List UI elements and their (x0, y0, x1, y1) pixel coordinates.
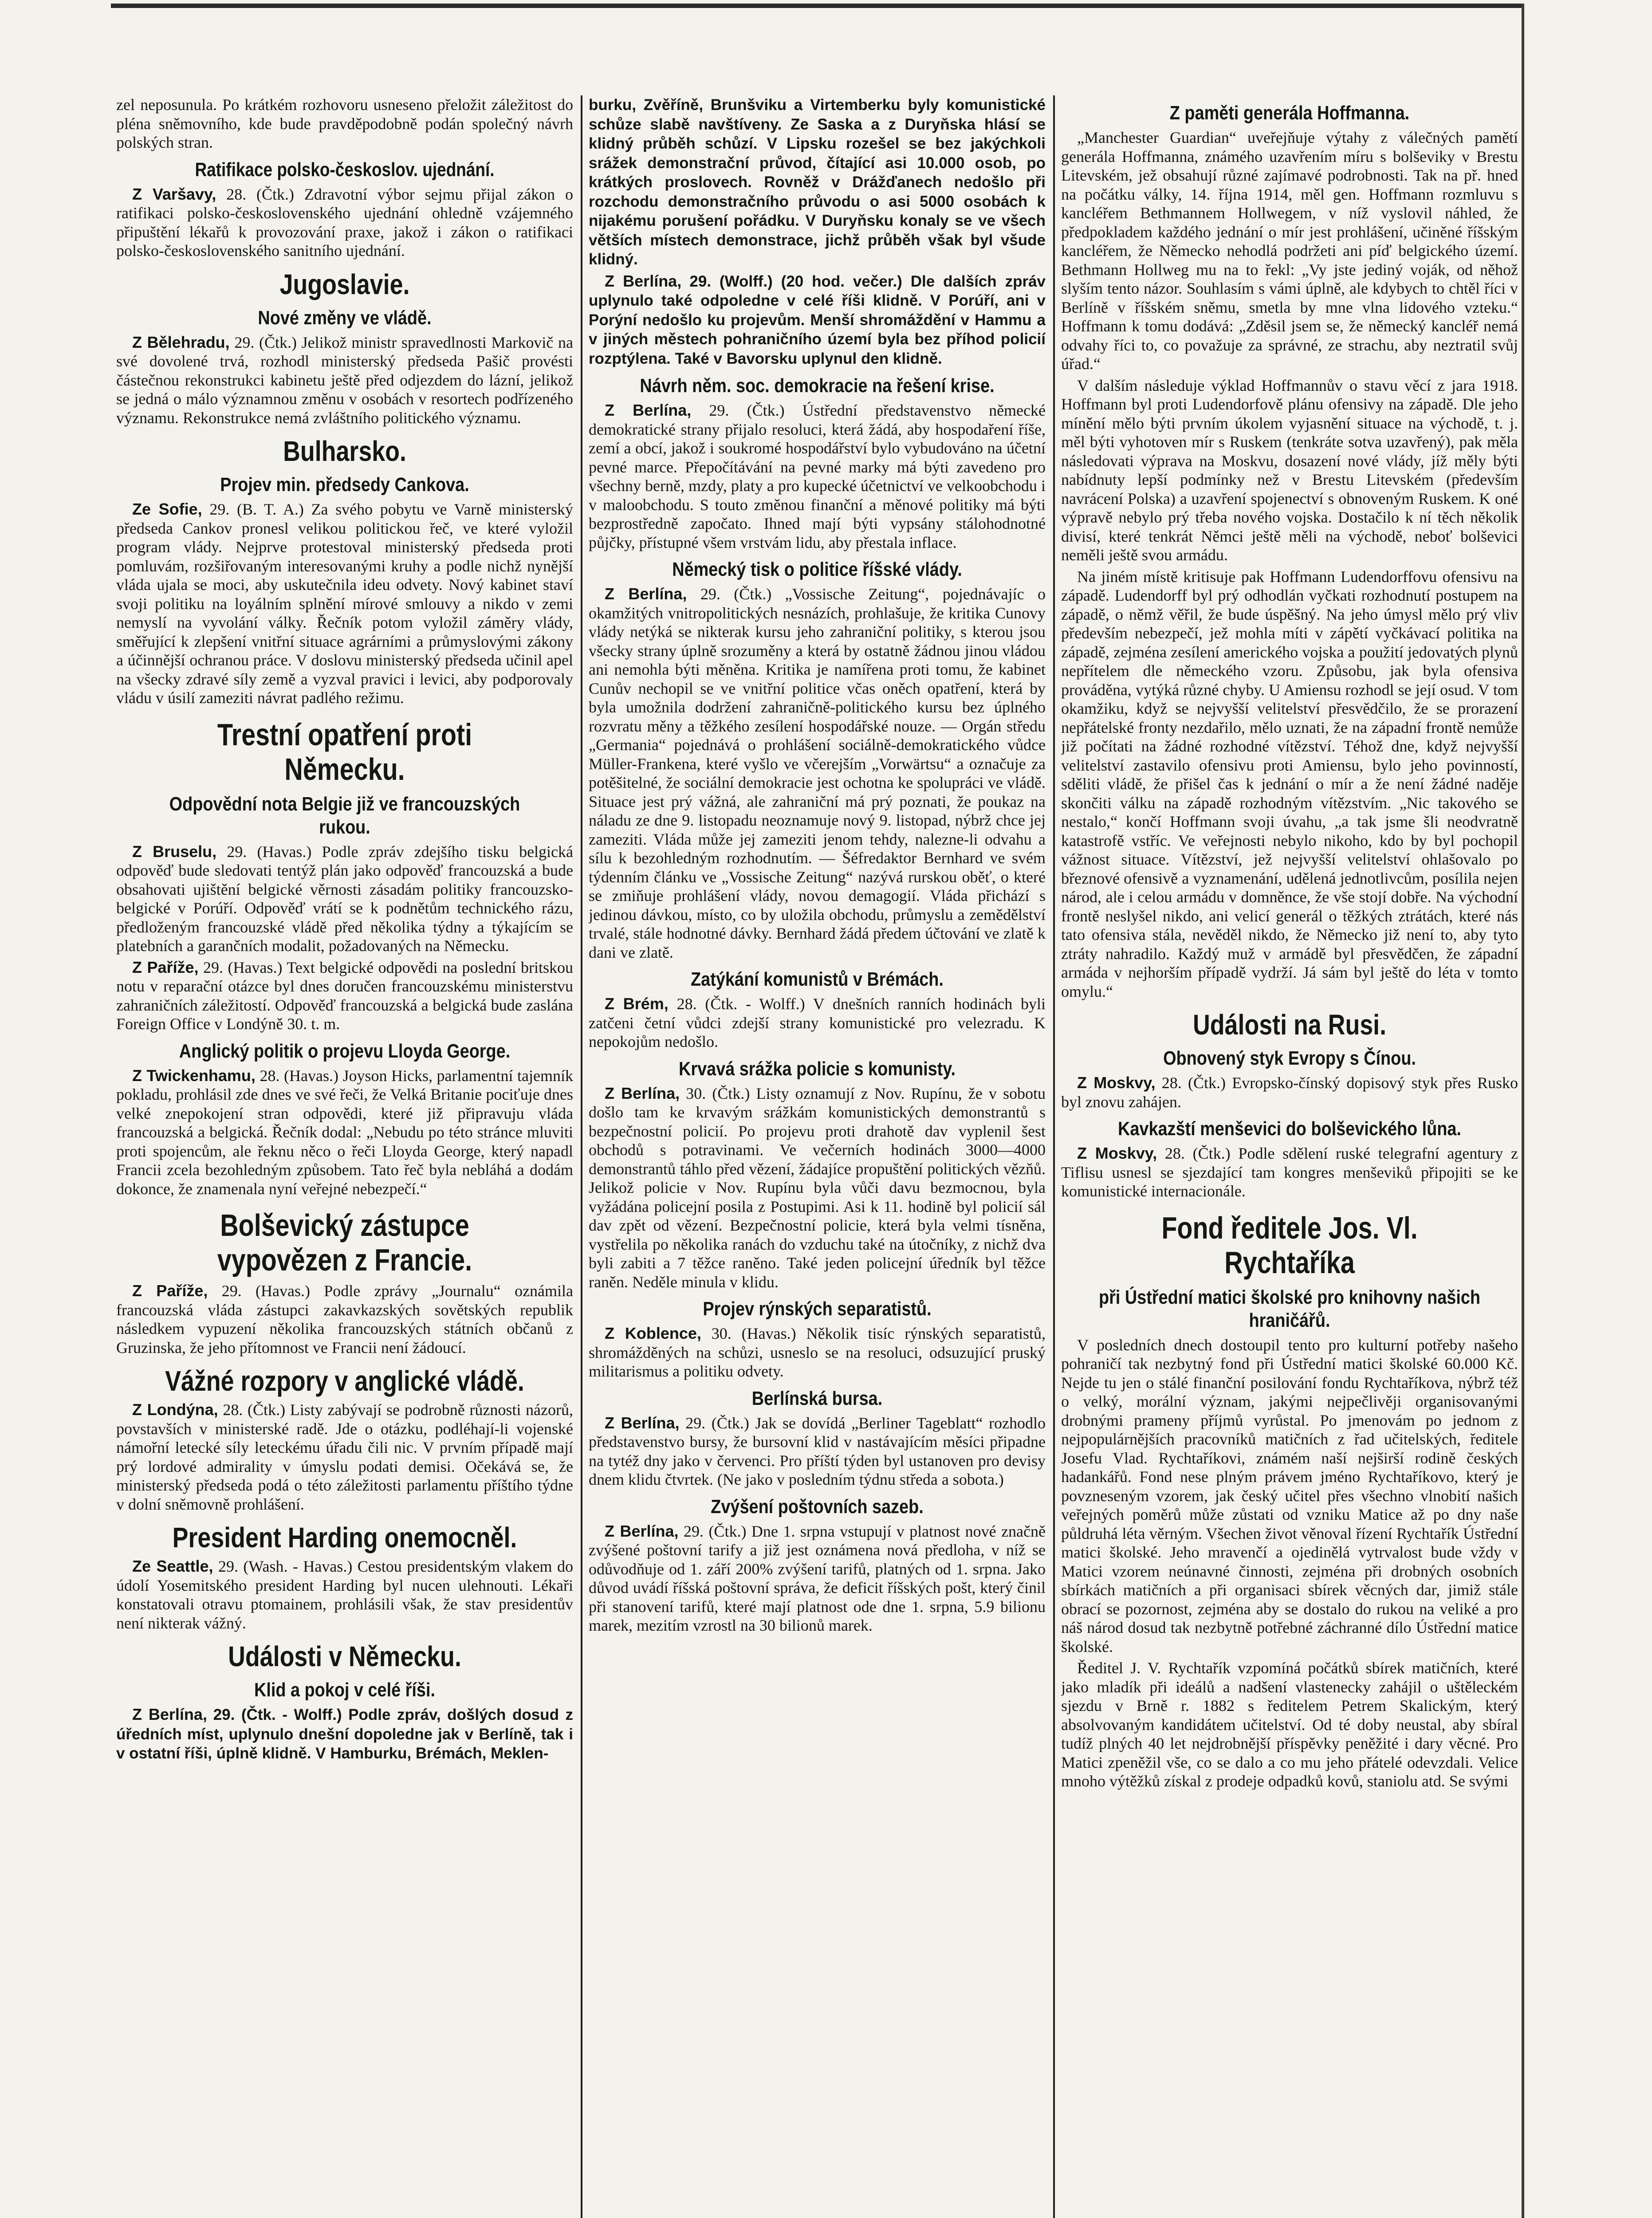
headline: Bolševický zástupce vypovězen z Francie. (217, 1208, 472, 1277)
article-paragraph (589, 272, 1046, 369)
dateline: Z Bělehradu, (132, 333, 230, 351)
paragraph-text: 29. (Čtk.) Jak se dovídá „Berliner Tageblatt“ rozhodlo představenstvo bursy, že bursovní klid v nastávajícím měsíci připadne na tytéž dny jako v červenci. Pro příští týden byl ustanoven pro devisy dnem klidu čtvrtek. (Ne jako v posledním týdnu středa a sobota.) (589, 1414, 1046, 1488)
paragraph-text: 29. (Havas.) Text belgické odpovědi na poslední britskou notu v reparační otázce byl dnes doručen francouzskému ministerstvu zahraničních záležitostí. Odpověď francouzská a belgická bude zaslána Foreign Office v Londýně 30. t. m. (116, 958, 573, 1033)
headline: Jugoslavie. (279, 268, 410, 300)
subheading: Z paměti generála Hoffmanna. (1169, 102, 1410, 124)
paragraph-text: 29. (Čtk.) Dne 1. srpna vstupují v platnost nové značně zvýšené poštovní tarify a již jest oznámena nová předloha, v níž se odůvodňuje od 1. září 200% zvýšení tarifů, platných od 1. srpna. Jako důvod uvádí říšská poštovní správa, že deficit říšských pošt, který činil při stanovení tarifů, které mají platnost ode dne 1. srpna, 5.9 bilionu marek, mezitím vzrostl na 30 bilionů marek. (589, 1522, 1046, 1634)
paragraph-text: „Manchester Guardian“ uveřejňuje výtahy z válečných pamětí generála Hoffmanna, známého uzavřením míru s bolševiky v Brestu Litevském, jež obsahují různé zajímavé podrobnosti. Tak na př. hned na počátku války, 14. října 1914, měl gen. Hoffmann rozmluvu s kancléřem Bethmannem Hollwegem, v níž vyslovil náhled, že předpokladem každého jednání o mír jest prohlášení, učiněné říšským kancléřem, že Německo nehodlá podržeti ani píď belgického území. Bethmann Hollweg mu na to řekl: „Vy jste jediný voják, od něhož slyším tento názor. Souhlasím s vámi úplně, ale kdybych to chtěl říci v Berlíně v říšském sněmu, smetla by mne vlna lidového vzteku.“ Hoffmann k tomu dodává: „Zděsil jsem se, že německý kancléř nemá odvahy říci to, co považuje za správné, ze strachu, aby neztratil svůj úřad.“ (1061, 129, 1518, 373)
paragraph-text: 29. (Čtk. - Wolff.) Podle zpráv, došlých dosud z úředních míst, uplynulo dnešní dopoledne jak v Berlíně, tak i v ostatní říši, úplně klidně. V Hamburku, Brémách, Meklen- (116, 1706, 573, 1762)
subheading: Klid a pokoj v celé říši. (254, 1679, 435, 1701)
top-rule (111, 4, 1522, 8)
article-paragraph (116, 95, 573, 152)
article-paragraph (116, 1705, 573, 1763)
dateline: Z Paříže, (132, 1282, 208, 1300)
subheading: Odpovědní nota Belgie již ve francouzských rukou. (169, 793, 520, 838)
paragraph-text: 29. (Čtk.) „Vossische Zeitung“, pojednávajíc o okamžitých vnitropolitických nesnázích, prohlašuje, že kritika Cunovy vlády netýká se nikterak kursu jeho zahraniční politiky, s kterou jsou všecky strany úplně srozuměny a která by ostatně žádnou jinou vládou ani nemohla býti měněna. Kritika je namířena proti tomu, že kabinet Cunův nechopil se ve vnitřní politice včas oněch opatření, která by byla umožnila dodržení zahraničně-politického kursu bez úplného rozvratu měny a těžkého zesílení hospodářské nouze. — Orgán středu „Germania“ pojednává o prohlášení sociálně-demokratického vůdce Müller-Frankena, které vyšlo ve včerejším „Vorwärtsu“ a označuje za potěšitelné, že sociální demokracie jest ochotna ke spolupráci ve vládě. Situace jest prý vážná, ale zahraniční má prý poznati, že poukaz na náladu ze dne 9. listopadu neoznamuje nový 9. listopad, nýbrž chce jej zameziti. Vláda může jej zameziti jenom tehdy, nalezne-li odvahu a sílu k bezohledným rozhodnutím. — Šéfredaktor Bernhard ve svém týdenním článku ve „Vossische Zeitung“ nazývá rurskou oběť, o které se zmiňuje prohlášení vlády, novou demagogií. Vláda přichází s jedinou dávkou, místo, co by uložila obchodu, průmyslu a zemědělství trvalé, stále hodnotné dávky. Bernhard žádá předem účtování ve zlatě k dani ve zlatě. (589, 585, 1046, 961)
headline: President Harding onemocněl. (172, 1522, 517, 1553)
subheading: Krvavá srážka policie s komunisty. (679, 1058, 956, 1080)
paragraph-text: 29. (Čtk.) Jelikož ministr spravedlnosti Markovič na své dovolené trvá, rozhodl ministerský předseda Pašič provésti částečnou rekonstrukci kabinetu ještě před odjezdem do lázní, jelikož se jedná o málo významnou změnu v osobách v resortech podřízeného významu. Rekonstrukce nemá zvláštního politického významu. (116, 333, 573, 427)
article-paragraph (589, 1414, 1046, 1489)
dateline: Z Berlína, (605, 1522, 679, 1540)
article-paragraph (116, 1066, 573, 1199)
column-3 (1061, 95, 1518, 2218)
article-paragraph (116, 1557, 573, 1632)
paragraph-text: burku, Zvěříně, Brunšviku a Virtemberku byly komunistické schůze slabě navštíveny. Ze Saska a z Duryňska hlásí se klidný průběh schůzí. V Lipsku rozešel se bez jakýchkoli srážek demonstrační průvod, čítající asi 10.000 osob, po krátkých proslovech. Rovněž v Drážďanech nedošlo při rozchodu demonstračního průvodu o asi 5000 osobách k nijakému porušení pořádku. V Duryňsku konaly se ve všech větších místech demonstrace, jichž průběh však byl všude klidný. (589, 96, 1046, 268)
headline: Události na Rusi. (1192, 1009, 1387, 1041)
subheading: Obnovený styk Evropy s Čínou. (1163, 1047, 1416, 1069)
paragraph-text: zel neposunula. Po krátkém rozhovoru usneseno přeložit záležitost do pléna sněmovního, kde bude pravděpodobně podán společný návrh polských stran. (116, 96, 573, 151)
paragraph-text: 30. (Čtk.) Listy oznamují z Nov. Rupínu, že v sobotu došlo tam ke krvavým srážkám komunistických demonstrantů s bezpečnostní policií. Po projevu proti drahotě dav vyplenil šest obchodů s potravinami. Ve večerních hodinách 3000—4000 demonstrantů táhlo před vězení, žádajíce propuštění politických vězňů. Jelikož policie v Nov. Rupínu byla vůči davu bezmocnou, byla vyžádána policejní posila z Postupimi. Asi k 11. hodině byl policií sál dav zpět od vězení. Bezpečnostní policie, která byla velmi tísněna, vystřelila po několika ranách do vzduchu také na útočníky, z nichž dva byli zabiti a 7 těžce raněno. Také jeden policejní úředník byl těžce raněn. Neděle minula v klidu. (589, 1084, 1046, 1291)
article-paragraph (116, 958, 573, 1034)
subheading: při Ústřední matici školské pro knihovny našich hraničářů. (1098, 1286, 1481, 1331)
article-paragraph (589, 1324, 1046, 1381)
article-paragraph (1061, 376, 1518, 565)
subheading: Projev min. předsedy Cankova. (220, 474, 469, 496)
headline: Události v Německu. (228, 1640, 461, 1672)
dateline: Z Berlína, (605, 1084, 680, 1102)
article-paragraph (1061, 1074, 1518, 1111)
article-paragraph (1061, 128, 1518, 374)
article-paragraph (589, 1522, 1046, 1635)
dateline: Ze Sofie, (132, 500, 202, 518)
headline: Fond ředitele Jos. Vl. Rychtaříka (1161, 1210, 1418, 1280)
paragraph-text: 28. (Čtk.) Zdravotní výbor sejmu přijal zákon o ratifikaci polsko-československého ujednání ohledně vzájemného připuštění lékařů k provozování praxe, jakož i zákon o ratifikaci polsko-československého sanitního ujednání. (116, 185, 573, 260)
paragraph-text: 28. (Čtk.) Evropsko-čínský dopisový styk přes Rusko byl znovu zahájen. (1061, 1074, 1518, 1111)
article-paragraph (116, 333, 573, 428)
right-rule (1522, 4, 1524, 2218)
subheading: Zatýkání komunistů v Brémách. (691, 968, 944, 990)
article-paragraph (589, 995, 1046, 1051)
article-paragraph (589, 401, 1046, 552)
article-paragraph (116, 185, 573, 260)
column-rule (1053, 95, 1055, 2218)
paragraph-text: Ředitel J. V. Rychtařík vzpomíná počátků sbírek matičních, které jako mladík při ideálů a nadšení vlastenecky zahájil o uštěleckém sjezdu v Brně r. 1882 s ředitelem Petrem Skalickým, který absolvovaným kandidátem učitelství. Od té doby neustal, aby sbíral tudíž plných 40 let nejdrobnější příspěvky peněžité i dary věcné. Pro Matici zpeněžil vše, co se dalo a co mu jeho přátelé odevzdali. Velice mnoho výtěžků získal z prodeje odpadků kovů, staniolu atd. Se svými (1061, 1659, 1518, 1790)
paragraph-text: 28. (Havas.) Joyson Hicks, parlamentní tajemník pokladu, prohlásil zde dnes ve své řeči, že Velká Britanie pociťuje dnes velké znepokojení stran odpovědi, které již připravuju vláda francouzská a belgická. Řečník dodal: „Nebudu po této stránce mluviti proti spojencům, ale řeknu něco o řeči Lloyda George, který napadl Francii zcela bezohledným způsobem. Tato řeč byla nebláhá a dodám dokonce, že znamenala nyní veřejné nebezpečí.“ (116, 1066, 573, 1198)
article-paragraph (116, 1282, 573, 1357)
paragraph-text: 29. (Čtk.) Ústřední představenstvo německé demokratické strany přijalo resoluci, která žádá, aby hospodaření říše, zemí a obcí, jakož i soukromé hospodářství bylo vybudováno na účetní pevné marce. Přepočítávání na pevné marky má býti zavedeno pro všechny berně, mzdy, platy a pro kupecké účetnictví ve velkoobchodu i v maloobchodu. S touto změnou finanční a měnové politiky má býti bezprostředně započato. Ihned mají býti vypsány stálohodnotné půjčky, přístupné všem vrstvám lidu, aby přestala inflace. (589, 401, 1046, 551)
paragraph-text: 28. (Čtk.) Listy zabývají se podrobně různosti názorů, povstavších v ministerské radě. Jde o otázku, podléhají-li vojenské námořní letecké síly leteckému úřadu čili nic. V prvním případě mají prý lordové admirality v úmyslu podati demisi. Očekává se, že ministerský předseda podá o této záležitosti parlamentu příštího týdne v dolní sněmovně prohlášení. (116, 1401, 573, 1513)
article-paragraph (589, 95, 1046, 269)
dateline: Z Berlína, (132, 1705, 207, 1723)
article-paragraph (1061, 1659, 1518, 1791)
dateline: Z Londýna, (132, 1400, 218, 1419)
headline: Bulharsko. (283, 435, 406, 467)
dateline: Z Bruselu, (132, 842, 217, 861)
paragraph-text: 29. (B. T. A.) Za svého pobytu ve Varně ministerský předseda Cankov pronesl velikou politickou řeč, ve které vyložil program vlády. Nejprve protestoval ministerský předseda proti pomluvám, rozšiřovaným interesovanými kruhy a podle nichž nynější vláda ujala se moci, aby uskutečnila ideu odvety. Nový kabinet staví svoji politiku na loyálním splnění mírové smlouvy a nikdo v zemi nemyslí na vyvolání války. Řečník potom vyložil záměry vlády, směřující k zlepšení vnitřní situace agrárními a průmyslovými zákony a účinnější ochranou práce. V doslovu ministerský předseda učinil apel na všecky zdravé síly země a vyzval pravici i levici, aby podporovaly vládu v úsilí zameziti návrat padlého režimu. (116, 500, 573, 707)
headline: Vážné rozpory v anglické vládě. (165, 1365, 524, 1397)
article-paragraph (116, 842, 573, 956)
dateline: Z Berlína, (605, 1413, 680, 1432)
column-1 (116, 95, 573, 2218)
article-paragraph (589, 1084, 1046, 1292)
subheading: Ratifikace polsko-českoslov. ujednání. (195, 158, 495, 181)
paragraph-text: V posledních dnech dostoupil tento pro kulturní potřeby našeho pohraničí tak nezbytný fond při Ústřední matici školské 60.000 Kč. Nejde tu jen o stálé finanční posilování fondu Rychtaříkova, nýbrž též o velký, morální význam, jakými nejpečlivěji organisovanými drobnými prameny příjmů vyrůstal. Po jmenovám po jednom z nejpopulárnějších pracovníků matičních z řad učitelských, ředitele Josefu Vlad. Rychtaříkovi, známém naší nejširší rodině českých hadankářů. Fond nese plným právem jméno Rychtaříkovo, který je povzneseným vzorem, jak český učitel přes všechno vlnobití našich veřejných poměrů může zůstati od vzniku Matice až po dny naše půldruhá léta věrným. Všechen život věnoval řízení Rychtařík Ústřední matici školské. Jeho mravenčí a ojedinělá vytrvalost bude vždy v Matici vzorem neúnavné činnosti, zejména při drobných osobních sbírkách matičních a při organisaci sbírek věcných dar, jimiž stále obrací se pozornost, zejména aby se dostalo do rukou na veliké a pro náš národ dosud tak nezbytně potřebné záchranné dílo Ústřední matice školské. (1061, 1336, 1518, 1656)
article-paragraph (116, 1400, 573, 1514)
subheading: Projev rýnských separatistů. (703, 1298, 932, 1320)
paragraph-text: 28. (Čtk.) Podle sdělení ruské telegrafní agentury z Tiflisu usnesl se sjezdající tam kongres menševiků připojiti se ke komunistické internacionále. (1061, 1144, 1518, 1200)
dateline: Z Berlína, (605, 271, 682, 290)
dateline: Z Varšavy, (132, 185, 216, 203)
paragraph-text: 29. (Wash. - Havas.) Cestou presidentským vlakem do údolí Yosemitského president Harding byl nucen ulehnouti. Lékaři konstatovali otravu ptomainem, prohlásili však, že stav presidentův není nikterak vážný. (116, 1557, 573, 1632)
dateline: Z Berlína, (605, 585, 687, 603)
article-paragraph (1061, 567, 1518, 1001)
dateline: Z Paříže, (132, 958, 199, 976)
paragraph-text: 28. (Čtk. - Wolff.) V dnešních ranních hodinách byli zatčeni četní vůdci zdejší strany komunistické pro velezradu. K nepokojům nedošlo. (589, 995, 1046, 1050)
dateline: Z Brém, (605, 995, 669, 1013)
paragraph-text: Na jiném místě kritisuje pak Hoffmann Ludendorffovu ofensivu na západě. Ludendorff byl prý odhodlán vyčkati rozhodnutí postupem na západě, o němž věřil, že bude úspěšný. Na jeho úmysl mělo prý vliv především nebezpečí, jež mohla míti v zápětí vyčkávací politika na západě, zejména zesílení amerického vojska a použití jedovatých plynů nepřítelem dle německého vzoru. Způsobu, jak byla ofensiva prováděna, vytýká různé chyby. U Amiensu rozhodl se její osud. V tom okamžiku, když se nejvyšší velitelství přesvědčilo, že se prorazení nepřátelské fronty nezdařilo, mělo uznati, že na západní frontě nemůže již počítati na žádné rozhodné vítězství. Téhož dne, když nejvyšší velitelství zastavilo ofensivu proti Amiensu, bylo jeho povinností, sděliti vládě, že přišel čas k jednání o mír a že není žádné naděje skončiti válku na západě rozhodným vítězstvím. „Nic takového se nestalo,“ končí Hoffmann svoji úvahu, „a tak jsme šli neodvratně katastrofě vstříc. Ve veřejnosti nebylo nikoho, kdo by byl pochopil vážnost situace. Vítězství, jež nejvyšší velitelství ohlašovalo po březnové ofensivě a vyznamenání, udělená jednotlivcům, posílila nejen národ, ale i celou armádu v domněnce, že vše stojí dobře. Na východní frontě neslyšel nikdo, ani velicí generál o těžkých ztrátách, které nás tato ofensiva stála, nevěděl nikdo, že Německo již není to, aby tyto ztráty nahradilo. Každý muž v armádě byl přesvědčen, že západní armáda v nejhorším případě vydrží. Já sám byl ještě do léta v tomto omylu.“ (1061, 567, 1518, 1000)
article-paragraph (1061, 1336, 1518, 1656)
subheading: Berlínská bursa. (751, 1387, 883, 1409)
dateline: Z Koblence, (605, 1324, 701, 1342)
article-paragraph (589, 585, 1046, 962)
paragraph-text: 29. (Wolff.) (20 hod. večer.) Dle dalších zpráv uplynulo také odpoledne v celé říši klidně. V Porúří, ani v Porýní nedošlo ku projevům. Menší shromáždění v Hammu a v jiných městech pohraničního území byla bez příhod policií rozptýlena. Také v Bavorsku uplynul den klidně. (589, 272, 1046, 367)
subheading: Zvýšení poštovních sazeb. (711, 1495, 924, 1518)
subheading: Nové změny ve vládě. (258, 307, 432, 329)
subheading: Anglický politik o projevu Lloyda George. (179, 1040, 511, 1062)
paragraph-text: 30. (Havas.) Několik tisíc rýnských separatistů, shromážděných na schůzi, usneslo se na resoluci, odsuzující pruský militarismus a politiku odvety. (589, 1325, 1046, 1380)
article-paragraph (116, 500, 573, 708)
dateline: Z Berlína, (605, 401, 692, 419)
subheading: Návrh něm. soc. demokracie na řešení krise. (640, 375, 995, 397)
dateline: Z Moskvy, (1077, 1144, 1157, 1162)
article-paragraph (1061, 1144, 1518, 1201)
subheading: Německý tisk o politice říšské vlády. (672, 558, 962, 580)
paragraph-text: 29. (Havas.) Podle zpráv zdejšího tisku belgická odpověď bude sledovati tentýž plán jako odpověď francouzská a bude obsahovati ujištění belgické věrnosti zásadám politiky francouzsko-belgické v Porúří. Odpověď vrátí se k podnětům technického rázu, předloženým francouzské vládě před několika týdny a týkajícím se platebních a garančních modalit, požadovaných na Německu. (116, 842, 573, 955)
dateline: Ze Seattle, (132, 1557, 213, 1575)
column-rule (581, 95, 582, 2218)
headline: Trestní opatření proti Německu. (217, 717, 472, 787)
dateline: Z Twickenhamu, (132, 1066, 256, 1085)
column-2 (589, 95, 1046, 2218)
dateline: Z Moskvy, (1077, 1074, 1156, 1092)
paragraph-text: 29. (Havas.) Podle zprávy „Journalu“ oznámila francouzská vláda zástupci zakavkazských sovětských republik následkem vypuzení několika francouzských státních občanů z Gruzinska, že jeho přítomnost ve Francii není žádoucí. (116, 1282, 573, 1357)
paragraph-text: V dalším následuje výklad Hoffmannův o stavu věcí z jara 1918. Hoffmann byl proti Ludendorfově plánu ofensivy na západě. Dle jeho mínění mělo býti prvním úkolem vyjasnění situace na východě, t. j. měl býti vyhotoven mír s Ruskem (tenkráte sotva uzavřený), pak měla následovati výprava na Moskvu, dosazení nové vlády, jíž měly býti nabídnuty lepší podmínky než v Brestu Litevském (především navrácení Polska) a uzavření spojenectví s obnoveným Ruskem. K oné výpravě nebylo prý třeba nového vojska. Dostačilo k ní těch několik divisí, které tenkrát Němci ještě měli na východě, neboť bolševici neměli ještě svou armádu. (1061, 376, 1518, 564)
subheading: Kavkazští menševici do bolševického lůna. (1118, 1118, 1461, 1140)
